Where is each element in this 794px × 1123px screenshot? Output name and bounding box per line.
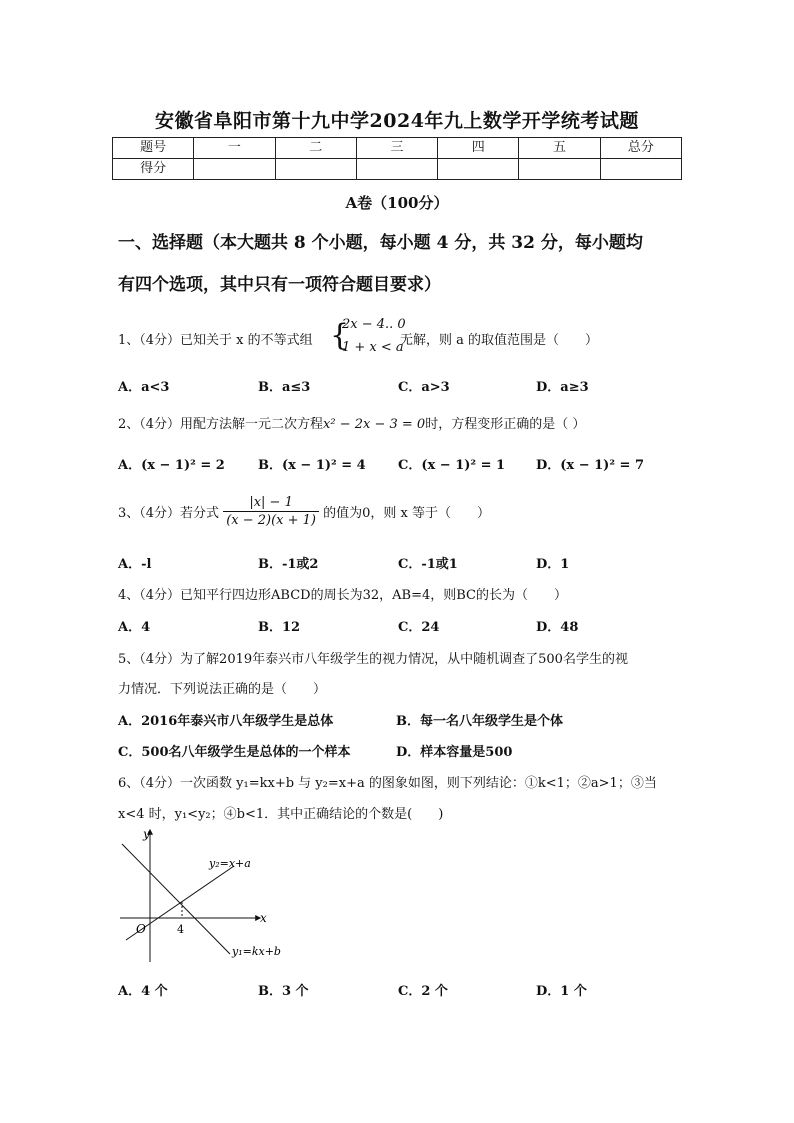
question-4: 4、（4分）已知平行四边形ABCD的周长为32，AB=4，则BC的长为（ ） [118, 588, 567, 603]
q3-fraction [223, 494, 319, 529]
q1-option-b: B．a≤3 [258, 380, 311, 395]
q3-suffix: 的值为0，则 x 等于（ ） [323, 506, 491, 521]
q4-option-d: D．48 [536, 620, 579, 635]
score-header-cell: 一 [194, 138, 275, 159]
q1-system-line2: 1 + x < a [342, 340, 404, 355]
question-6-line1: 6、（4分）一次函数 y₁=kx+b 与 y₂=x+a 的图象如图，则下列结论：①k<1；②a>1；③当 [118, 776, 657, 791]
part1-heading-line1: 一、选择题（本大题共 8 个小题，每小题 4 分，共 32 分，每小题均 [118, 233, 643, 253]
score-table-header-row [113, 138, 682, 159]
score-table [112, 137, 682, 180]
q5-option-c: C．500名八年级学生是总体的一个样本 [118, 745, 351, 760]
score-cell [600, 159, 681, 180]
q3-prefix: 3、（4分）若分式 [118, 506, 220, 521]
score-header-cell: 五 [519, 138, 600, 159]
exam-title: 安徽省阜阳市第十九中学2024年九上数学开学统考试题 [155, 110, 639, 132]
line-y2-label: y₂=x+a [209, 857, 251, 870]
section-a-heading: A卷（100分） [345, 194, 449, 212]
score-cell [194, 159, 275, 180]
score-cell [275, 159, 356, 180]
score-header-cell: 二 [275, 138, 356, 159]
score-header-cell: 四 [438, 138, 519, 159]
q6-option-c: C．2 个 [398, 984, 448, 999]
q2-equation: x² − 2x − 3 = 0 [323, 417, 426, 432]
q2-prefix: 2、（4分）用配方法解一元二次方程 [118, 417, 324, 432]
q1-option-a: A．a<3 [118, 380, 170, 395]
y-axis-label: y [143, 827, 150, 841]
q4-option-a: A．4 [118, 620, 151, 635]
score-cell [519, 159, 600, 180]
q1-suffix: 无解，则 a 的取值范围是（ ） [400, 333, 599, 348]
score-table-score-row [113, 159, 682, 180]
q3-option-b: B．-1或2 [258, 557, 319, 572]
score-header-cell: 三 [356, 138, 437, 159]
q1-option-c: C．a>3 [398, 380, 450, 395]
q6-option-b: B．3 个 [258, 984, 309, 999]
q3-option-c: C．-1或1 [398, 557, 458, 572]
q2-option-a: A．(x − 1)² = 2 [118, 458, 225, 473]
q4-option-b: B．12 [258, 620, 301, 635]
q1-option-d: D．a≥3 [536, 380, 589, 395]
q2-option-b: B．(x − 1)² = 4 [258, 458, 366, 473]
score-header-cell: 总分 [600, 138, 681, 159]
question-5-line2: 力情况．下列说法正确的是（ ） [118, 682, 327, 697]
question-3 [118, 494, 698, 529]
q3-option-a: A．-l [118, 557, 152, 572]
question-1 [118, 314, 698, 360]
q1-prefix: 1、（4分）已知关于 x 的不等式组 [118, 333, 313, 348]
q2-suffix: 时，方程变形正确的是（ ） [425, 417, 586, 432]
q1-system-line1: 2x − 4.. 0 [342, 317, 406, 332]
brace-glyph: { [330, 318, 350, 353]
q3-numerator: |x| − 1 [223, 494, 319, 512]
q3-denominator: (x − 2)(x + 1) [226, 513, 316, 528]
q5-option-b: B．每一名八年级学生是个体 [396, 714, 563, 729]
line-y1-label: y₁=kx+b [232, 945, 281, 958]
q6-option-a: A．4 个 [118, 984, 168, 999]
q5-option-a: A．2016年泰兴市八年级学生是总体 [118, 714, 334, 729]
q4-option-c: C．24 [398, 620, 440, 635]
part1-heading-line2: 有四个选项，其中只有一项符合题目要求） [118, 275, 441, 295]
tick-label-4: 4 [177, 923, 184, 936]
q2-option-d: D．(x − 1)² = 7 [536, 458, 644, 473]
question-5-line1: 5、（4分）为了解2019年泰兴市八年级学生的视力情况，从中随机调查了500名学生的视 [118, 652, 628, 667]
q2-option-c: C．(x − 1)² = 1 [398, 458, 506, 473]
function-graph [112, 822, 292, 972]
score-cell [438, 159, 519, 180]
question-6-line2: x<4 时，y₁<y₂；④b<1．其中正确结论的个数是( ) [118, 807, 444, 822]
score-cell [356, 159, 437, 180]
q6-option-d: D．1 个 [536, 984, 587, 999]
question-2 [118, 413, 698, 432]
score-row-label: 得分 [113, 159, 194, 180]
score-header-cell: 题号 [113, 138, 194, 159]
x-axis-label: x [260, 911, 267, 925]
origin-label: O [136, 922, 146, 936]
q3-option-d: D．1 [536, 557, 570, 572]
q5-option-d: D．样本容量是500 [396, 745, 513, 760]
